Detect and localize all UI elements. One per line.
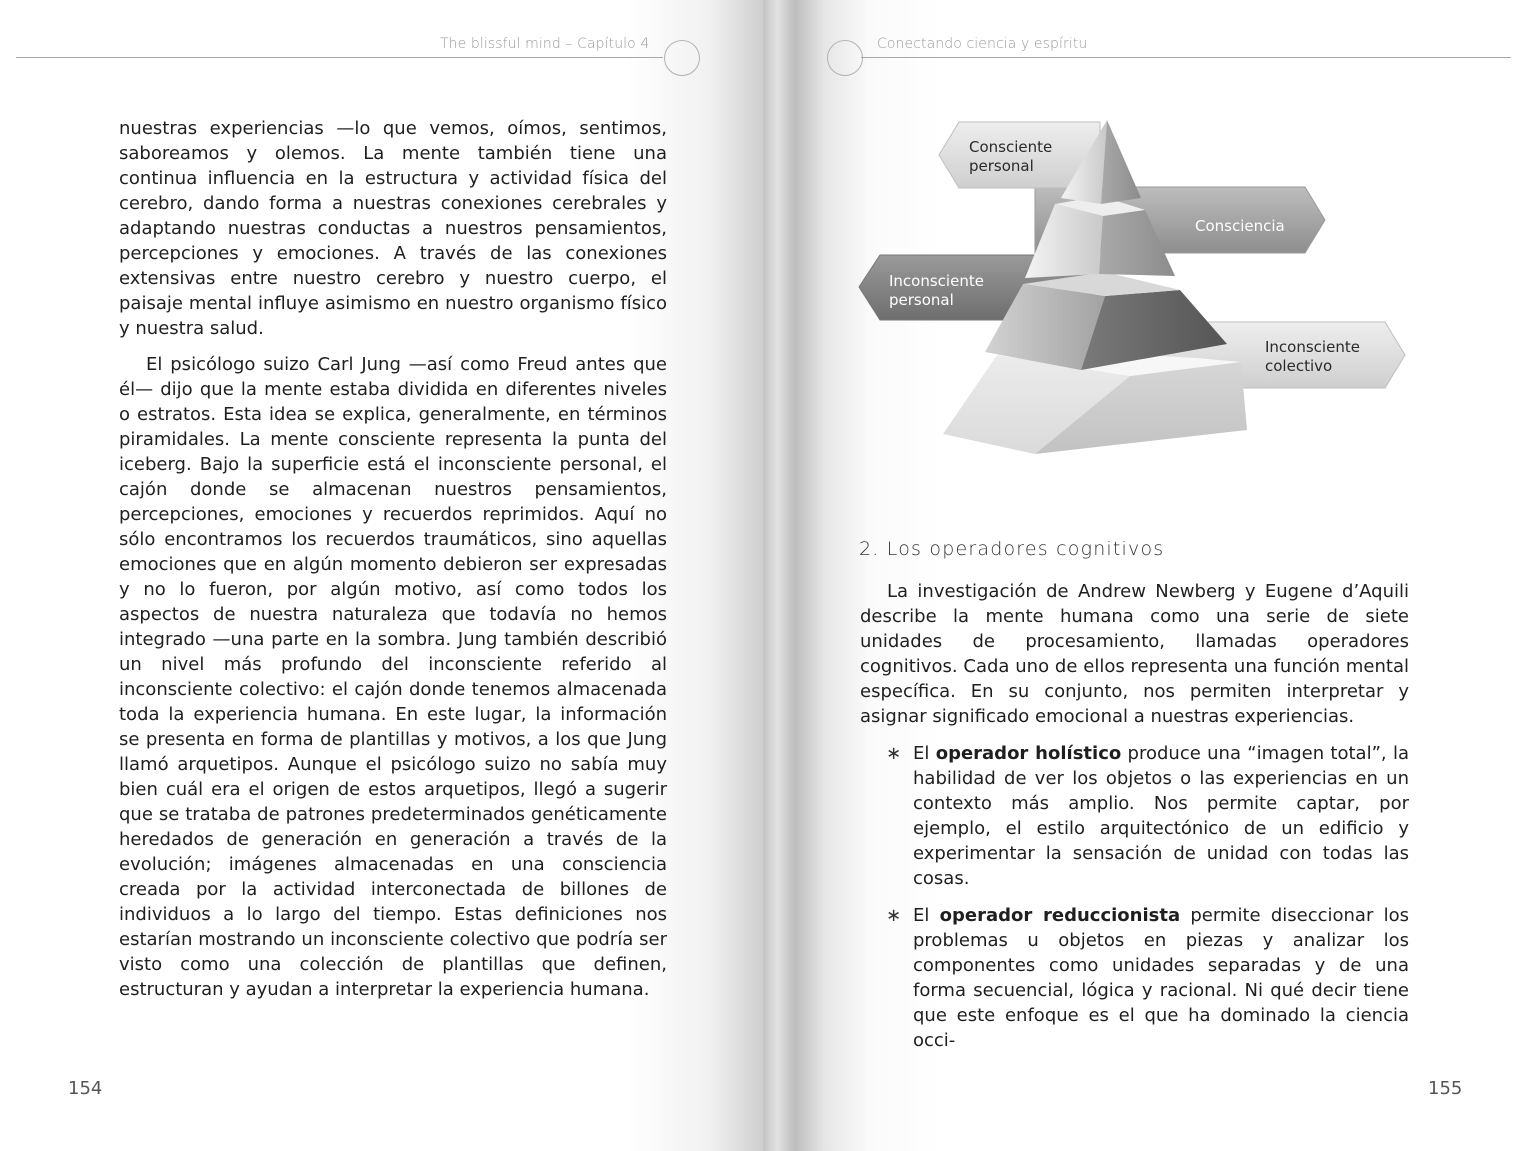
cognitive-operators-list bbox=[860, 741, 1409, 1053]
book-gutter bbox=[763, 0, 795, 1151]
list-item bbox=[860, 741, 1409, 891]
page-number-left: 154 bbox=[68, 1078, 103, 1099]
bullet-lead-term: operador reduccionista bbox=[939, 905, 1181, 926]
right-page bbox=[795, 0, 1526, 1151]
label-inconsciente-personal-line2: personal bbox=[889, 291, 954, 309]
label-consciente-personal-line1: Consciente bbox=[969, 138, 1053, 156]
label-inconsciente-colectivo-line1: Inconsciente bbox=[1265, 338, 1360, 356]
bullet-prefix: El bbox=[913, 905, 940, 926]
bullet-lead-term: operador holístico bbox=[935, 743, 1122, 764]
bullet-prefix: El bbox=[913, 743, 936, 764]
header-ornament-right bbox=[827, 40, 863, 76]
header-rule-right bbox=[861, 57, 1511, 58]
list-item bbox=[860, 903, 1409, 1053]
right-body-text bbox=[860, 579, 1409, 1053]
pyramid-figure bbox=[855, 112, 1415, 482]
running-head-right: Conectando ciencia y espíritu bbox=[877, 36, 1088, 52]
running-head-left: The blissful mind – Capítulo 4 bbox=[440, 36, 650, 52]
asterisk-bullet-icon: ∗ bbox=[886, 905, 902, 926]
paragraph: nuestras experiencias —lo que vemos, oímos, sentimos, saboreamos y olemos. La mente también tiene una continua influencia en la estructura y actividad física del cerebro, dando forma a nuestras conexiones cerebrales y adaptando nuestras conductas a nuestros pensamientos, percepciones y emociones. A través de las conexiones extensivas entre nuestro cerebro y nuestro cuerpo, el paisaje mental influye asimismo en nuestro organismo físico y nuestra salud. bbox=[119, 118, 667, 339]
label-consciente-personal-line2: personal bbox=[969, 157, 1034, 175]
intro-paragraph: La investigación de Andrew Newberg y Eugene d’Aquili describe la mente humana como una serie de siete unidades de procesamiento, llamadas operadores cognitivos. Cada uno de ellos representa una función mental específica. En su conjunto, nos permiten interpretar y asignar significado emocional a nuestras experiencias. bbox=[860, 581, 1409, 727]
page-number-right: 155 bbox=[1428, 1078, 1463, 1099]
section-title: 2. Los operadores cognitivos bbox=[859, 538, 1165, 560]
label-consciencia: Consciencia bbox=[1195, 217, 1285, 235]
paragraph: El psicólogo suizo Carl Jung —así como Freud antes que él— dijo que la mente estaba dividida en diferentes niveles o estratos. Esta idea se explica, generalmente, en términos piramidales. La mente consciente representa la punta del iceberg. Bajo la superficie está el inconsciente personal, el cajón donde se almacenan nuestros pensamientos, percepciones, emociones y recuerdos reprimidos. Aquí no sólo encontramos los recuerdos traumáticos, sino aquellas emociones que en algún momento debieron ser expresadas y no lo fueron, por algún motivo, así como todos los aspectos de nuestra naturaleza que todavía no hemos integrado —una parte en la sombra. Jung también describió un nivel más profundo del inconsciente referido al inconsciente colectivo: el cajón donde tenemos almacenada toda la experiencia humana. En este lugar, la información se presenta en forma de plantillas y motivos, a los que Jung llamó arquetipos. Aunque el psicólogo suizo no sabía muy bien cuál era el origen de estos arquetipos, llegó a sugerir que se trataba de patrones predeterminados genéticamente heredados de generación en generación a través de la evolución; imágenes almacenadas en una consciencia creada por la actividad interconectada de billones de individuos a lo largo del tiempo. Estas definiciones nos estarían mostrando un inconsciente colectivo que podría ser visto como una colección de plantillas que definen, estructuran y ayudan a interpretar la experiencia humana. bbox=[119, 354, 667, 1000]
bullet-text: produce una “imagen total”, la habilidad de ver los objetos o las experiencias en un contexto más amplio. Nos permite captar, por ejemplo, el estilo arquitectónico de un edificio y experimentar la sensación de unidad con todas las cosas. bbox=[913, 743, 1409, 889]
bullet-text: permite diseccionar los problemas u objetos en piezas y analizar los componentes como unidades separadas y de una forma secuencial, lógica y racional. Ni qué decir tiene que este enfoque es el que ha dominado la ciencia occi- bbox=[913, 905, 1409, 1051]
header-ornament-left bbox=[664, 40, 700, 76]
asterisk-bullet-icon: ∗ bbox=[886, 743, 902, 764]
header-rule-left bbox=[16, 57, 663, 58]
label-inconsciente-colectivo-line2: colectivo bbox=[1265, 357, 1333, 375]
left-body-text bbox=[119, 116, 667, 1002]
pyramid-apex-right bbox=[1101, 120, 1141, 204]
label-inconsciente-personal-line1: Inconsciente bbox=[889, 272, 984, 290]
